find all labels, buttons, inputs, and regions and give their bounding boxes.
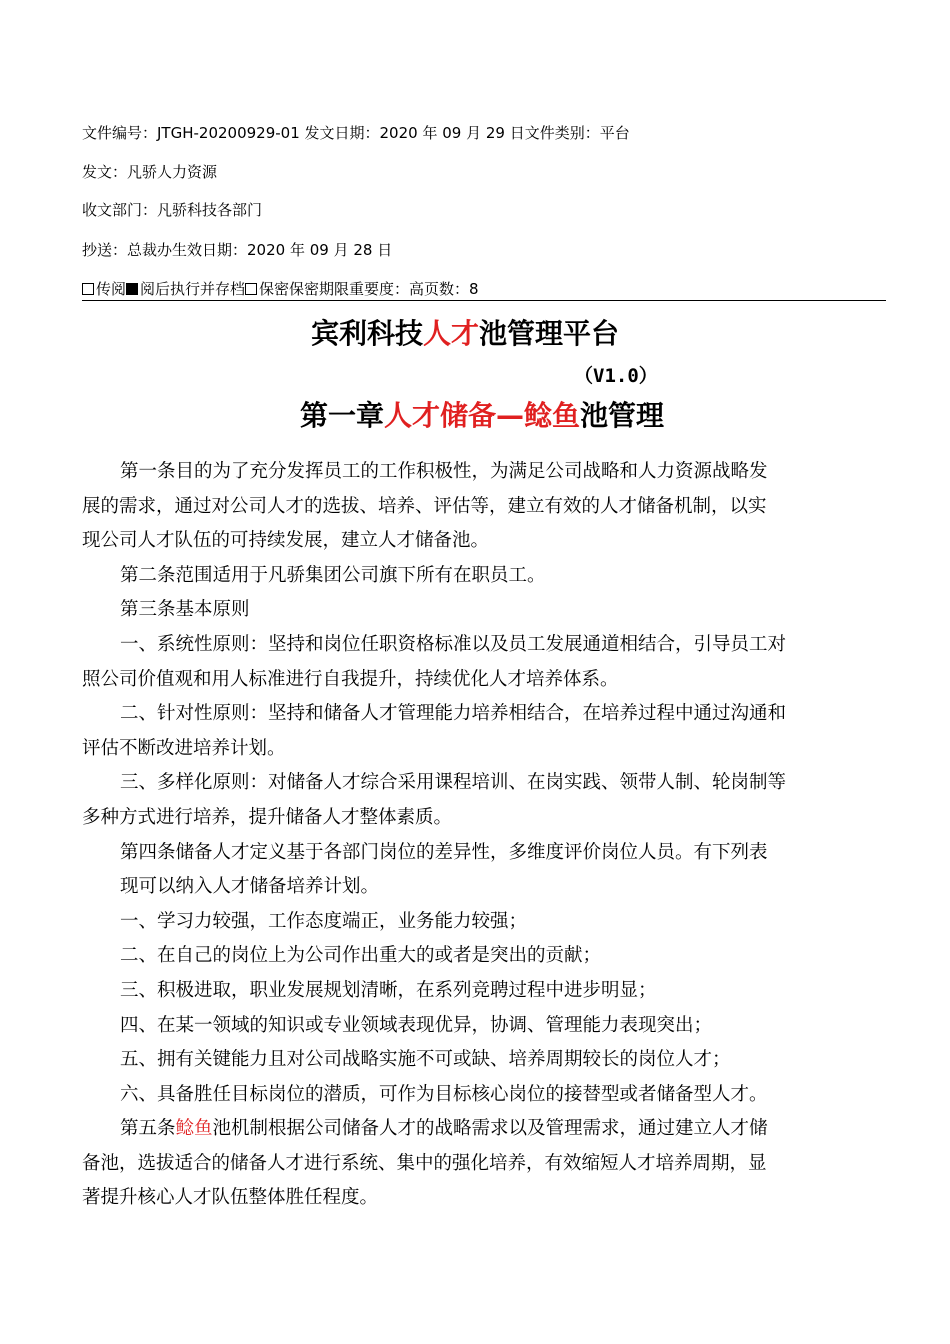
confidential-label: 保密保密期限重要度：高页数：8: [259, 280, 479, 298]
cc-line: 抄送：总裁办生效日期：2020 年 09 月 28 日: [82, 241, 393, 259]
issuer-line: 发文：凡骄人力资源: [82, 163, 218, 181]
chapter-highlight: 人才储备—鲶鱼: [383, 399, 580, 432]
chapter-heading: [0, 396, 950, 436]
header-divider: [82, 300, 886, 301]
confidential-checkbox: [245, 283, 257, 295]
circulate-checkbox: [82, 283, 94, 295]
criteria-item: 一、学习力较强，工作态度端正，业务能力较强；: [120, 910, 528, 932]
principle-1-line: 照公司价值观和用人标准进行自我提升，持续优化人才培养体系。: [82, 668, 619, 690]
chapter-part: 第一章: [299, 399, 384, 432]
recipient-line: 收文部门：凡骄科技各部门: [82, 201, 263, 219]
principle-3-line: 三、多样化原则：对储备人才综合采用课程培训、在岗实践、领带人制、轮岗制等: [120, 772, 787, 794]
article-1-line: 第一条目的为了充分发挥员工的工作积极性，为满足公司战略和人力资源战略发: [120, 461, 768, 482]
file-info-line: 文件编号：JTGH-20200929-01 发文日期：2020 年 09 月 29 日文件类别：平台: [82, 124, 630, 142]
circulate-label: 传阅: [96, 280, 127, 298]
article-2: 第二条范围适用于凡骄集团公司旗下所有在职员工。: [120, 564, 546, 586]
principle-2-line: 评估不断改进培养计划。: [82, 737, 286, 759]
article-3-heading: 第三条基本原则: [120, 599, 250, 621]
article-5-line: 备池，选拔适合的储备人才进行系统、集中的强化培养，有效缩短人才培养周期，显: [82, 1152, 767, 1174]
criteria-item: 五、拥有关键能力且对公司战略实施不可或缺、培养周期较长的岗位人才；: [120, 1049, 731, 1071]
article-5-highlight: 鲶鱼: [175, 1118, 213, 1140]
criteria-item: 四、在某一领域的知识或专业领域表现优异，协调、管理能力表现突出；: [120, 1014, 713, 1036]
version-label: （V1.0）: [574, 365, 658, 387]
article-1-line: 现公司人才队伍的可持续发展，建立人才储备池。: [82, 530, 490, 552]
chapter-part: 池管理: [580, 399, 665, 432]
title-highlight: 人才: [422, 317, 479, 350]
principle-2-line: 二、针对性原则：坚持和储备人才管理能力培养相结合，在培养过程中通过沟通和: [120, 703, 787, 725]
principle-1-line: 一、系统性原则：坚持和岗位任职资格标准以及员工发展通道相结合，引导员工对: [120, 633, 787, 655]
article-5-part: 第五条: [120, 1118, 176, 1140]
article-1-line: 展的需求，通过对公司人才的选拔、培养、评估等，建立有效的人才储备机制，以实: [82, 495, 767, 517]
criteria-item: 二、在自己的岗位上为公司作出重大的或者是突出的贡献；: [120, 945, 602, 967]
criteria-item: 三、积极进取，职业发展规划清晰，在系列竞聘过程中进步明显；: [120, 979, 657, 1001]
article-4-line: 现可以纳入人才储备培养计划。: [120, 876, 380, 898]
document-body: [82, 455, 886, 1216]
principle-3-line: 多种方式进行培养，提升储备人才整体素质。: [82, 806, 453, 828]
title-part: 池管理平台: [479, 317, 620, 350]
article-5-part: 池机制根据公司储备人才的战略需求以及管理需求，通过建立人才储: [212, 1118, 768, 1140]
criteria-item: 六、具备胜任目标岗位的潜质，可作为目标核心岗位的接替型或者储备型人才。: [120, 1083, 768, 1105]
article-5-line: 著提升核心人才队伍整体胜任程度。: [82, 1187, 379, 1209]
article-4-line: 第四条储备人才定义基于各部门岗位的差异性，多维度评价岗位人员。有下列表: [120, 841, 768, 863]
execute-archive-checkbox: [126, 283, 138, 295]
execute-archive-label: 阅后执行并存档: [140, 280, 246, 298]
document-title: [0, 314, 930, 354]
article-5-line: [82, 1112, 886, 1147]
title-part: 宾利科技: [310, 317, 423, 350]
handling-options-line: [82, 279, 479, 299]
